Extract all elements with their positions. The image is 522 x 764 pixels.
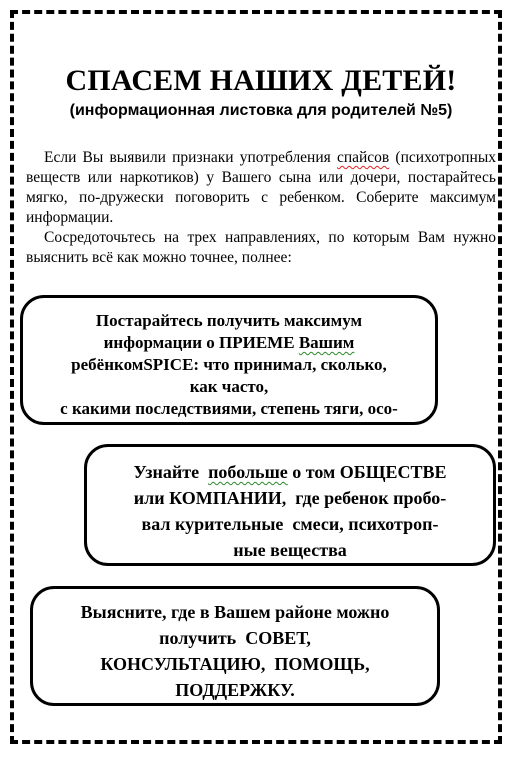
- box2-line1: [99, 459, 481, 485]
- info-box-company: [84, 444, 496, 566]
- box3-line4: ПОДДЕРЖКУ.: [175, 680, 295, 700]
- box2-line1-start: Узнайте: [133, 462, 209, 482]
- info-box-advice: [30, 586, 440, 706]
- intro-paragraph-1: [26, 148, 496, 228]
- box2-line3: вал курительные смеси, психотроп-: [141, 514, 439, 534]
- box3-line3: КОНСУЛЬТАЦИЮ, ПОМОЩЬ,: [100, 654, 370, 674]
- box3-line1: Выясните, где в Вашем районе можно: [80, 602, 390, 622]
- page-subtitle: (информационная листовка для родителей №5): [69, 102, 453, 119]
- box2-line2: или КОМПАНИИ, где ребенок пробо-: [133, 488, 447, 508]
- box1-line2-word: Вашим: [298, 333, 355, 352]
- intro-p1-spice-word: спайсов: [336, 149, 390, 166]
- info-box-reception: [20, 295, 438, 425]
- box2-line1-end: о том ОБЩЕСТВЕ: [287, 462, 447, 482]
- box1-line2-start: информации о ПРИЕМЕ: [103, 333, 299, 352]
- box2-line1-word: побольше: [208, 462, 288, 482]
- box2-line4: ные вещества: [233, 540, 347, 560]
- box3-line2: получить СОВЕТ,: [159, 628, 311, 648]
- box1-line5: с какими последствиями, степень тяги, осо-: [60, 399, 398, 418]
- intro-p1-end: (психотропных веществ или наркотиков) у Вашего сына или дочери, постарайтесь мягко, по-дружески поговорить с ребенком. Соберите максимум информации.: [26, 149, 496, 226]
- box1-line3: ребёнкомSPICE: что принимал, сколько,: [71, 355, 387, 374]
- intro-paragraph-2: Сосредоточьтесь на трех направлениях, по которым Вам нужно выяснить всё как можно точнее, полнее:: [26, 229, 496, 266]
- page-title: СПАСЕМ НАШИХ ДЕТЕЙ!: [65, 64, 457, 97]
- box1-line2: [43, 332, 415, 354]
- intro-p1-start: Если Вы выявили признаки употребления: [44, 149, 337, 166]
- box1-line4: как часто,: [189, 377, 269, 396]
- box1-line1: Постарайтесь получить максимум: [95, 311, 363, 330]
- intro-text: [26, 148, 496, 268]
